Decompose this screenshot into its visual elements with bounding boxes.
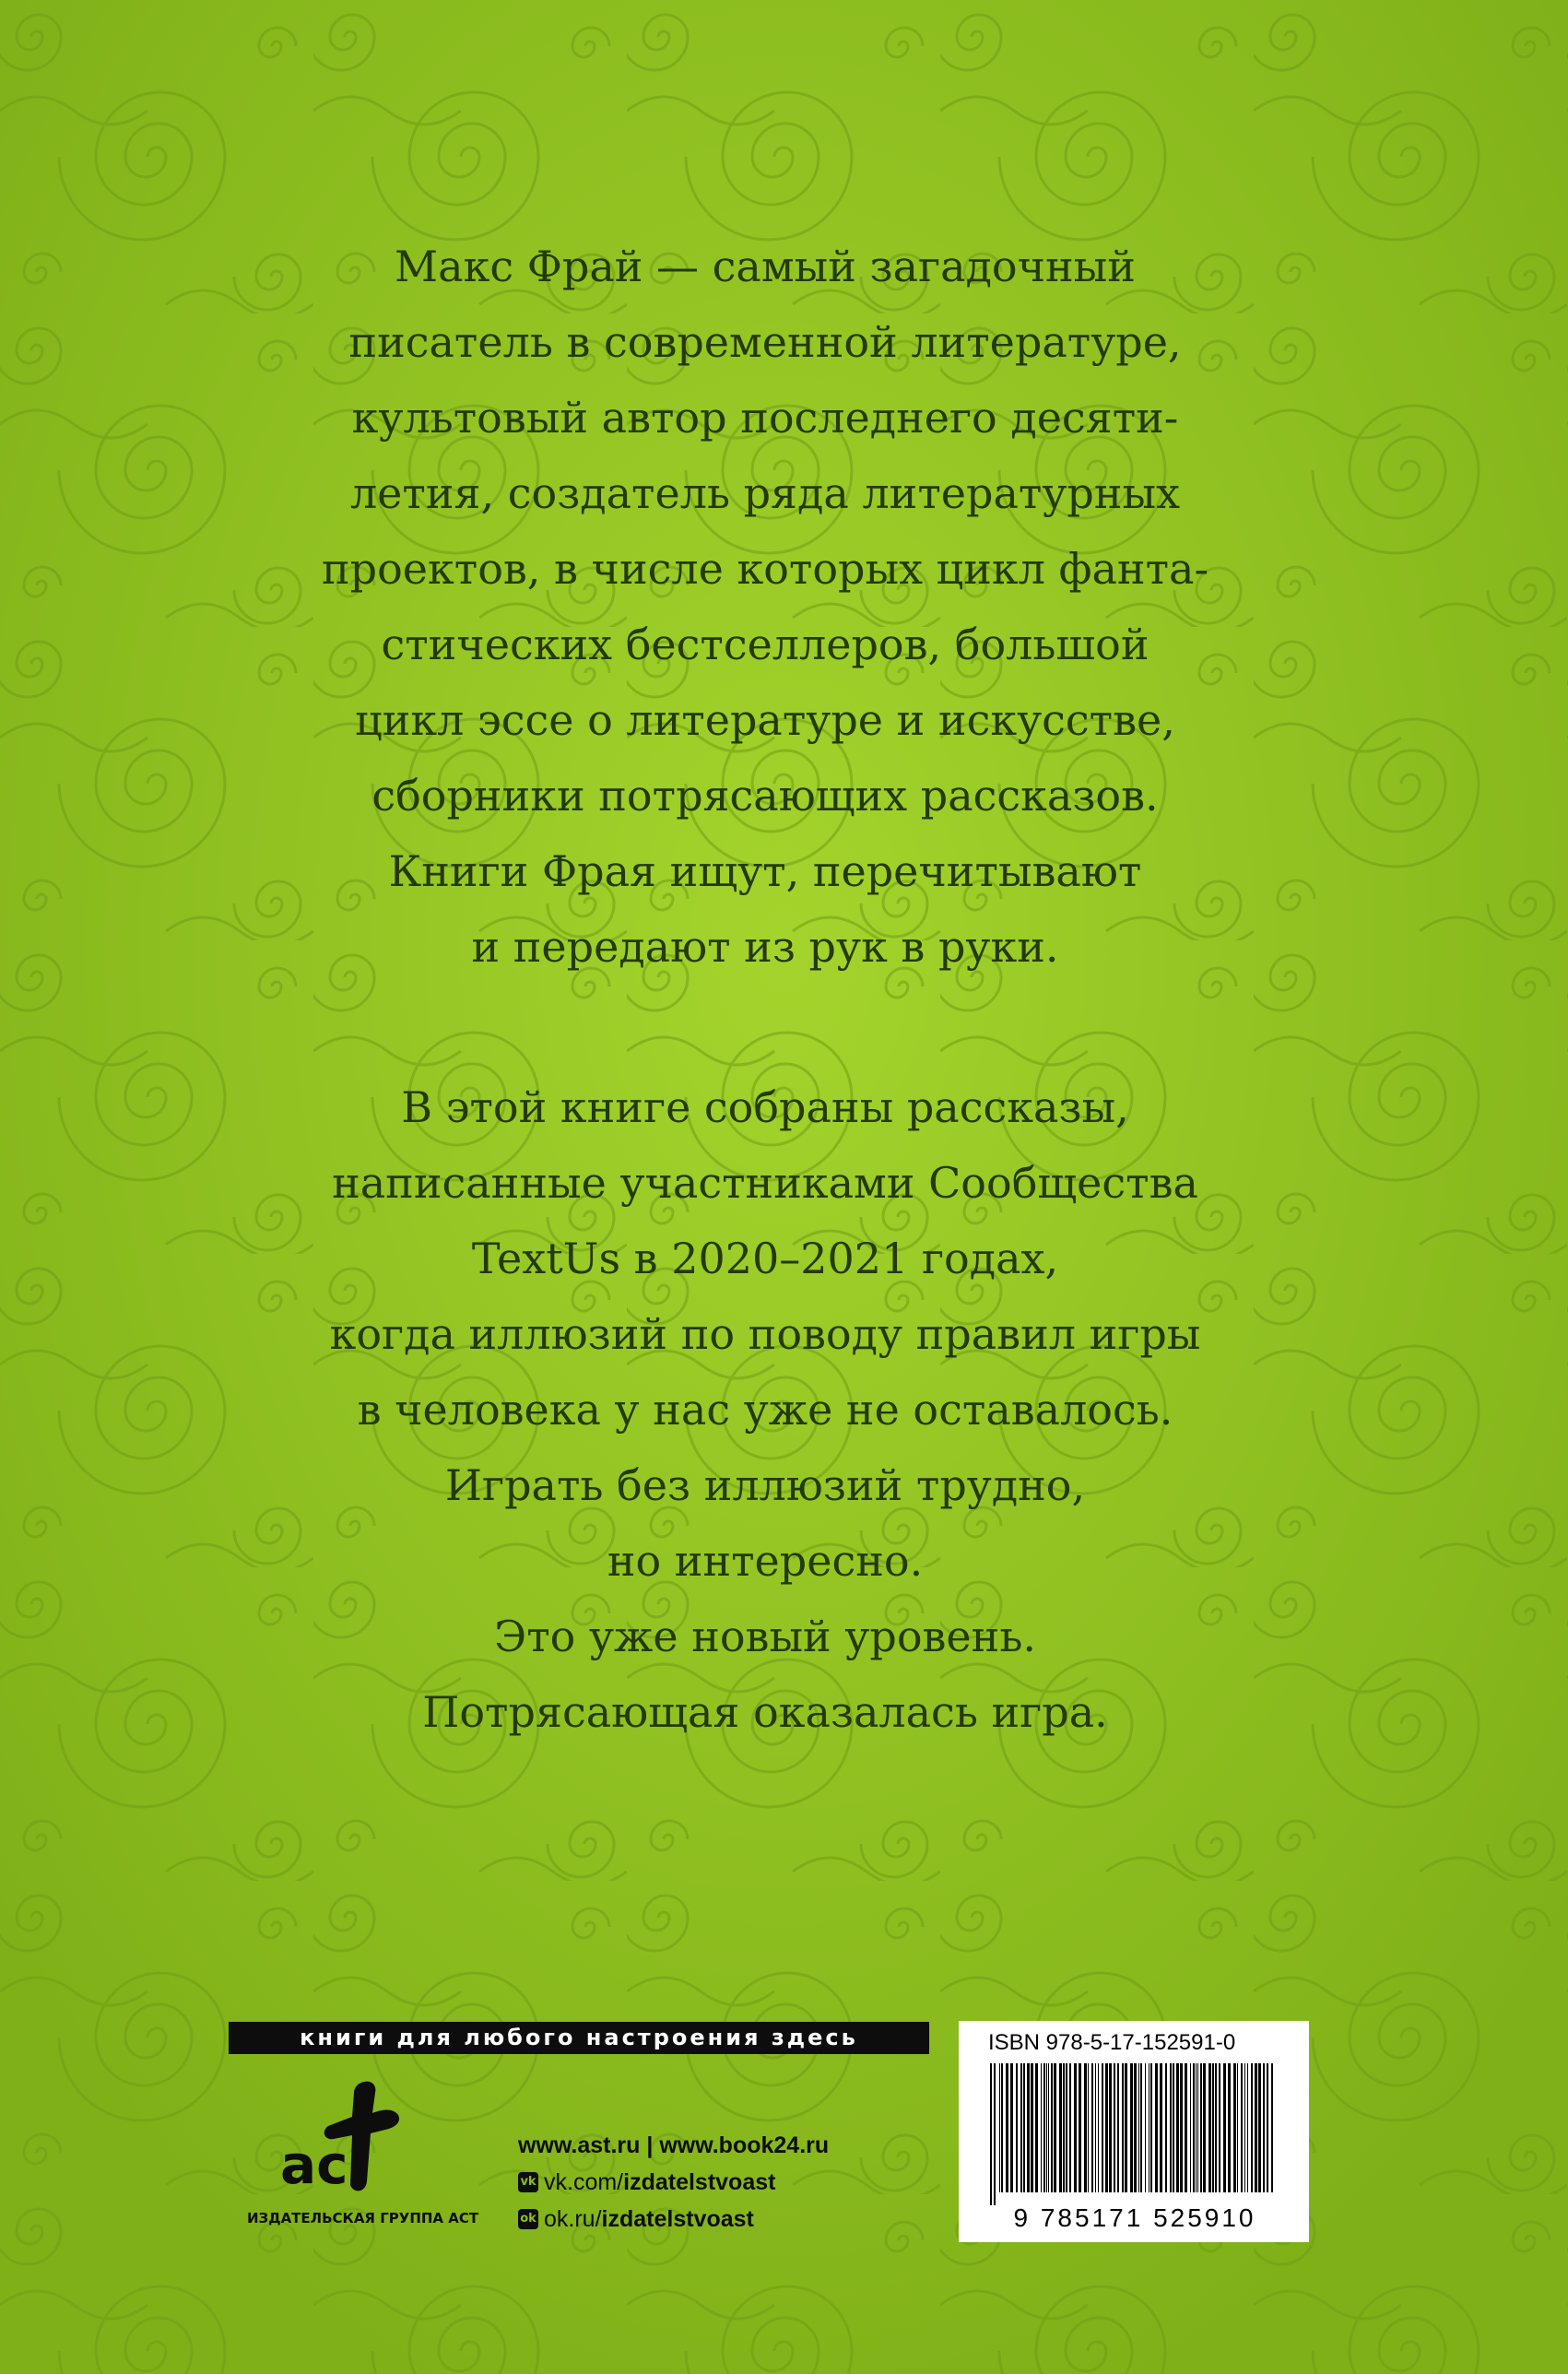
description-paragraph-1 [277,229,1254,985]
barcode-bar [1006,2063,1008,2192]
barcode-bar [1244,2063,1245,2192]
barcode-bar [1109,2063,1112,2192]
ok-link-prefix: ok.ru/ [544,2206,602,2232]
description-line: Это уже новый уровень. [494,1612,1036,1661]
description-line: Книги Фрая ищут, перечитывают [388,846,1142,896]
description-line: цикл эссе о литературе и искусстве, [355,695,1175,745]
publisher-tagline: книги для любого настроения здесь [229,2022,929,2054]
barcode-bar [1233,2063,1236,2192]
barcode-bar [1180,2063,1183,2192]
websites-row [518,2127,829,2164]
barcode-bar [1020,2063,1022,2192]
barcode-bar [1200,2063,1202,2192]
barcode-bar [1054,2063,1056,2192]
logo-lettering: ac [280,2133,348,2196]
barcode-bar [1091,2063,1093,2192]
barcode-bar [1088,2063,1089,2192]
isbn-label: ISBN 978-5-17-152591-0 [988,2030,1236,2055]
barcode-bar [1197,2063,1198,2192]
barcode-bar [1041,2063,1042,2192]
barcode-bar [1010,2063,1013,2192]
barcode-bar [1130,2063,1133,2192]
barcode-bar [1145,2063,1146,2192]
barcode-bar [1023,2063,1025,2192]
barcode-bar [1035,2063,1038,2192]
barcode-guard-bar [994,2063,996,2205]
barcode-bar [1263,2063,1265,2192]
barcode-bar [1190,2063,1191,2192]
barcode-bar [1079,2063,1081,2192]
description-line: летия, создатель ряда литературных [349,468,1181,518]
barcode-bar [1223,2063,1226,2192]
barcode-bar [1255,2063,1257,2192]
publisher-links [518,2127,829,2238]
barcode-bar [1046,2063,1047,2192]
barcode-bar [1219,2063,1220,2192]
barcode-bar [1031,2063,1033,2192]
barcode-graphic [986,2063,1283,2205]
barcode-bar [1074,2063,1077,2192]
barcode-bar [1215,2063,1217,2192]
barcode-bar [1138,2063,1139,2192]
barcode-bar [1134,2063,1137,2192]
description-line: сборники потрясающих рассказов. [371,771,1159,821]
barcode-guard-bar [990,2063,992,2205]
barcode-bar [1165,2063,1167,2192]
description-line: TextUs в 2020–2021 годах, [471,1234,1059,1283]
barcode-bar [1066,2063,1067,2192]
barcode-bar [1176,2063,1179,2192]
barcode-bar [999,2063,1000,2192]
vk-icon: vk [518,2172,538,2192]
barcode-bar [1193,2063,1195,2192]
barcode-bar [1125,2063,1127,2192]
description-line: и передают из рук в руки. [471,922,1059,972]
barcode-bar [1001,2063,1003,2192]
description-line: написанные участниками Сообщества [332,1158,1198,1208]
barcode-bar [1267,2063,1268,2192]
barcode-bar [1059,2063,1062,2192]
barcode-bar [1150,2063,1152,2192]
ok-row[interactable] [518,2201,829,2238]
barcode-bar [1098,2063,1099,2192]
barcode-bar [1155,2063,1158,2192]
description-line: но интересно. [607,1536,924,1586]
barcode-bar [1160,2063,1162,2192]
barcode-bar [1247,2063,1248,2192]
vk-row[interactable] [518,2164,829,2201]
barcode-bar [1043,2063,1045,2192]
ok-link-handle: izdatelstvoast [601,2206,754,2232]
ast-logo [277,2074,406,2203]
barcode-bar [1140,2063,1142,2192]
description-line: проектов, в числе которых цикл фанта- [321,544,1209,594]
barcode-bar [1027,2063,1030,2192]
barcode-bar [1208,2063,1211,2192]
barcode-bar [1212,2063,1214,2192]
description-line: Потрясающая оказалась игра. [422,1687,1108,1737]
description-line: писатель в современной литературе, [348,317,1182,367]
barcode-bar [1051,2063,1053,2192]
barcode-bar [1095,2063,1096,2192]
publisher-name: ИЗДАТЕЛЬСКАЯ ГРУППА АСТ [247,2210,479,2226]
barcode-bar [1271,2063,1273,2192]
description-line: в человека у нас уже не оставалось. [357,1385,1173,1435]
vk-link-prefix: vk.com/ [544,2169,624,2195]
barcode-bar [1084,2063,1087,2192]
barcode-bar [1122,2063,1124,2192]
description-line: Макс Фрай — самый загадочный [395,242,1136,291]
barcode-bar [1102,2063,1103,2192]
barcode-bar [1241,2063,1243,2192]
barcode-bar [1237,2063,1238,2192]
barcode-digits: 9 785171 525910 [1013,2203,1256,2232]
description-line: когда иллюзий по поводу правил игры [329,1309,1201,1359]
barcode-bar [1105,2063,1108,2192]
barcode-bar [1251,2063,1253,2192]
description-line: стических бестселлеров, большой [381,620,1149,669]
barcode-bar [1114,2063,1115,2192]
barcode-bar [1203,2063,1206,2192]
ok-icon: ok [518,2209,538,2229]
description-line: культовый автор последнего десяти- [351,393,1179,443]
barcode-bar [1258,2063,1261,2192]
description-paragraph-2 [277,1069,1254,1750]
barcode-bar [1048,2063,1049,2192]
description-line: В этой книге собраны рассказы, [401,1082,1129,1132]
barcode-bar [1063,2063,1065,2192]
barcode-bar [1016,2063,1018,2192]
websites-link[interactable]: www.ast.ru | www.book24.ru [518,2132,830,2158]
vk-link-handle: izdatelstvoast [623,2169,776,2195]
description-line: Играть без иллюзий трудно, [444,1460,1086,1510]
barcode-bar [1173,2063,1174,2192]
barcode-bar [1228,2063,1231,2192]
barcode-bar [1185,2063,1187,2192]
barcode-bar [1069,2063,1071,2192]
barcode-bar [1117,2063,1119,2192]
barcode-bar [1196,2063,1197,2192]
isbn-barcode-block [959,2021,1309,2242]
barcode-bar [1170,2063,1172,2192]
